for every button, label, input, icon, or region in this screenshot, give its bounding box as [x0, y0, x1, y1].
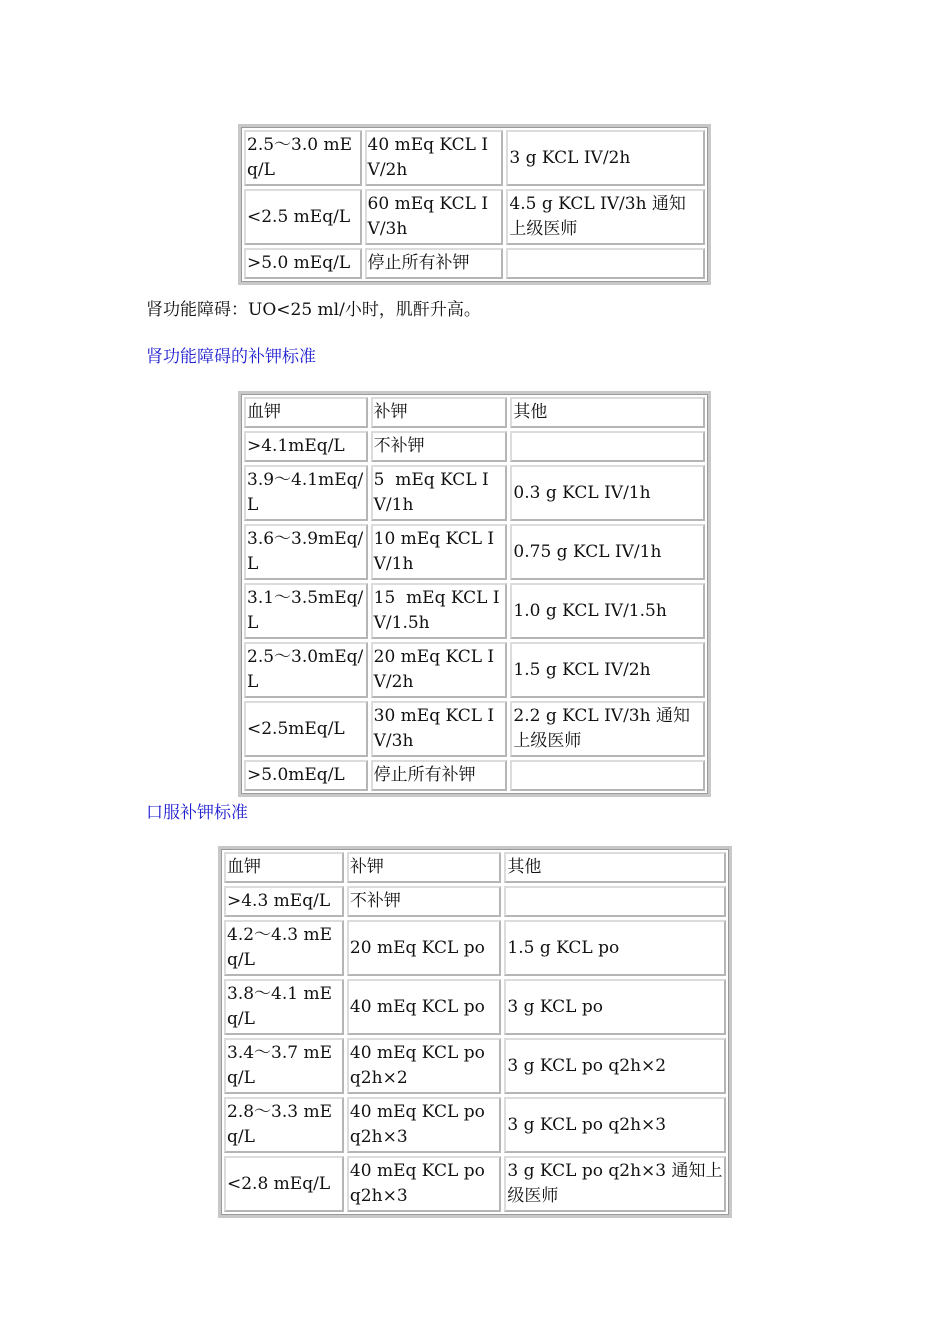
column-header: 血钾	[224, 852, 344, 883]
table-cell: <2.5 mEq/L	[244, 189, 362, 245]
table-cell: 2.8～3.3 mEq/L	[224, 1097, 344, 1153]
table-cell: 4.2～4.3 mEq/L	[224, 920, 344, 976]
table-cell: 3.9～4.1mEq/L	[244, 465, 368, 521]
table-row	[224, 979, 726, 1035]
table-cell: 停止所有补钾	[365, 248, 504, 279]
table-row	[224, 920, 726, 976]
table-cell: 3 g KCL po q2h×3	[504, 1097, 726, 1153]
table-row	[244, 465, 705, 521]
table-cell: 3 g KCL po q2h×2	[504, 1038, 726, 1094]
table-cell: 2.5～3.0 mEq/L	[244, 130, 362, 186]
table-cell: 3.6～3.9mEq/L	[244, 524, 368, 580]
table-row	[244, 760, 705, 791]
table-cell: >4.3 mEq/L	[224, 886, 344, 917]
renal-section-heading: 肾功能障碍的补钾标准	[146, 347, 316, 367]
table-cell: >5.0 mEq/L	[244, 248, 362, 279]
table-cell	[504, 886, 726, 917]
table-cell: 0.3 g KCL IV/1h	[510, 465, 705, 521]
table-row	[224, 1097, 726, 1153]
table-row	[244, 130, 705, 186]
renal-potassium-table	[238, 391, 711, 797]
column-header: 其他	[504, 852, 726, 883]
table-header-row	[244, 397, 705, 428]
table-cell: 40 mEq KCL po q2h×3	[347, 1097, 501, 1153]
table-cell: >5.0mEq/L	[244, 760, 368, 791]
oral-potassium-table	[218, 846, 732, 1218]
table-row	[224, 886, 726, 917]
table-cell	[510, 431, 705, 462]
table-cell: 40 mEq KCL po q2h×3	[347, 1156, 501, 1212]
oral-section-heading: 口服补钾标准	[146, 803, 248, 823]
table-cell: 10 mEq KCL IV/1h	[371, 524, 508, 580]
table-row	[244, 583, 705, 639]
table-cell: 5 mEq KCL IV/1h	[371, 465, 508, 521]
table-cell: 3.8～4.1 mEq/L	[224, 979, 344, 1035]
table-cell: 3 g KCL po	[504, 979, 726, 1035]
table-cell: 60 mEq KCL IV/3h	[365, 189, 504, 245]
table-cell: 15 mEq KCL IV/1.5h	[371, 583, 508, 639]
column-header: 补钾	[371, 397, 508, 428]
table-cell: 30 mEq KCL IV/3h	[371, 701, 508, 757]
table-cell: >4.1mEq/L	[244, 431, 368, 462]
iv-potassium-table-continued	[238, 124, 711, 285]
table-cell: 1.5 g KCL IV/2h	[510, 642, 705, 698]
table-row	[244, 431, 705, 462]
table-cell: 不补钾	[371, 431, 508, 462]
column-header: 血钾	[244, 397, 368, 428]
table-row	[224, 1156, 726, 1212]
table-cell: 40 mEq KCL po	[347, 979, 501, 1035]
table-cell: 3 g KCL po q2h×3 通知上级医师	[504, 1156, 726, 1212]
table-cell: 40 mEq KCL po q2h×2	[347, 1038, 501, 1094]
table-header-row	[224, 852, 726, 883]
table-cell: 4.5 g KCL IV/3h 通知上级医师	[506, 189, 705, 245]
table-cell	[510, 760, 705, 791]
table-row	[244, 189, 705, 245]
table-cell: 2.5～3.0mEq/L	[244, 642, 368, 698]
table-row	[244, 248, 705, 279]
column-header: 补钾	[347, 852, 501, 883]
table-cell: 3.1～3.5mEq/L	[244, 583, 368, 639]
table-row	[244, 701, 705, 757]
table-cell: 不补钾	[347, 886, 501, 917]
table-cell: 1.0 g KCL IV/1.5h	[510, 583, 705, 639]
table-cell: 停止所有补钾	[371, 760, 508, 791]
table-cell: 3.4～3.7 mEq/L	[224, 1038, 344, 1094]
table-cell: 2.2 g KCL IV/3h 通知上级医师	[510, 701, 705, 757]
table-cell: 0.75 g KCL IV/1h	[510, 524, 705, 580]
table-row	[224, 1038, 726, 1094]
table-cell: <2.8 mEq/L	[224, 1156, 344, 1212]
table-cell: 40 mEq KCL IV/2h	[365, 130, 504, 186]
renal-dysfunction-note: 肾功能障碍：UO<25 ml/小时，肌酐升高。	[146, 300, 481, 320]
table-row	[244, 524, 705, 580]
table-cell: 3 g KCL IV/2h	[506, 130, 705, 186]
table-cell: 20 mEq KCL IV/2h	[371, 642, 508, 698]
table-row	[244, 642, 705, 698]
column-header: 其他	[510, 397, 705, 428]
table-cell: 20 mEq KCL po	[347, 920, 501, 976]
table-cell: <2.5mEq/L	[244, 701, 368, 757]
table-cell	[506, 248, 705, 279]
table-cell: 1.5 g KCL po	[504, 920, 726, 976]
